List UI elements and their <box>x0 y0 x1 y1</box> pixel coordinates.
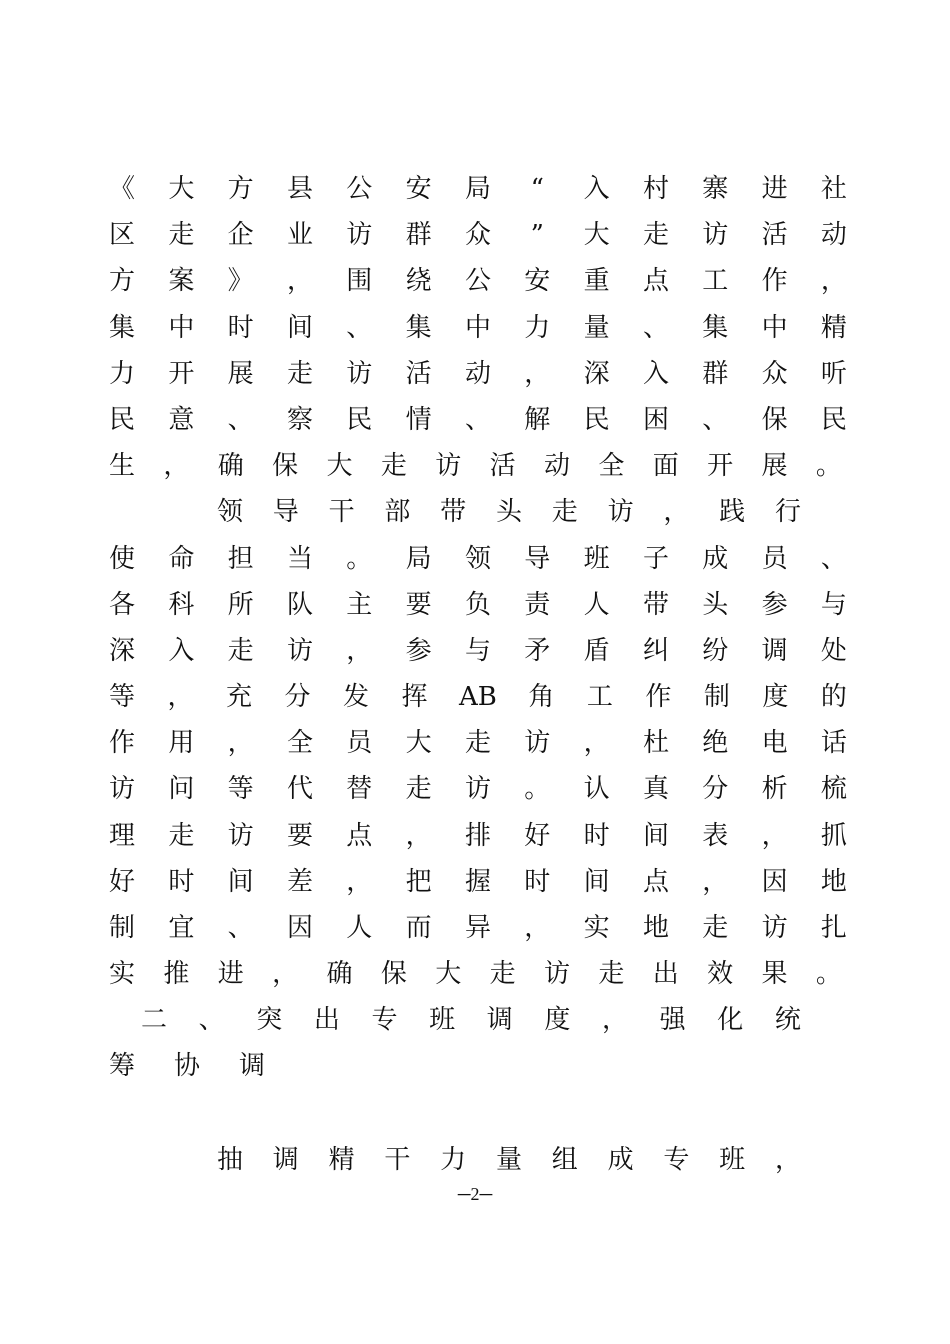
text-glyph: 访 <box>286 636 313 666</box>
text-glyph: 调 <box>486 1005 513 1035</box>
text-line-6 <box>108 397 848 443</box>
text-glyph: 好 <box>108 867 135 897</box>
text-glyph: 听 <box>820 359 847 389</box>
text-glyph: 量 <box>495 1145 522 1175</box>
text-glyph: 出 <box>652 959 679 989</box>
text-glyph: 确 <box>217 451 244 481</box>
section-heading-line-1 <box>140 997 802 1043</box>
text-glyph: 制 <box>703 682 730 712</box>
text-line-15 <box>108 813 848 859</box>
text-glyph: 、 <box>702 405 729 435</box>
text-glyph: 方 <box>227 174 254 204</box>
text-glyph: 走 <box>405 774 432 804</box>
text-glyph: 干 <box>328 497 355 527</box>
text-glyph: 问 <box>168 774 195 804</box>
text-glyph: 活 <box>405 359 432 389</box>
text-glyph: 众 <box>464 220 491 250</box>
text-line-10 <box>108 582 848 628</box>
text-glyph: 精 <box>820 313 847 343</box>
text-glyph: 重 <box>583 266 610 296</box>
text-glyph: 集 <box>702 313 729 343</box>
text-glyph: 表 <box>702 821 729 851</box>
text-glyph: 公 <box>464 266 491 296</box>
text-glyph: 民 <box>820 405 847 435</box>
text-glyph: 意 <box>168 405 195 435</box>
text-glyph: 集 <box>405 313 432 343</box>
text-glyph: 中 <box>464 313 491 343</box>
text-glyph: 众 <box>761 359 788 389</box>
text-glyph: ， <box>663 497 690 527</box>
text-glyph: 访 <box>607 497 634 527</box>
text-glyph: 员 <box>346 728 373 758</box>
text-line-14 <box>108 766 848 812</box>
text-glyph: 班 <box>583 544 610 574</box>
text-glyph: 大 <box>435 959 462 989</box>
text-glyph: ， <box>761 821 788 851</box>
text-glyph: 度 <box>762 682 789 712</box>
text-glyph: 走 <box>598 959 625 989</box>
text-glyph: AB <box>459 682 497 712</box>
text-glyph: ， <box>702 867 729 897</box>
text-glyph: 差 <box>286 867 313 897</box>
text-glyph: 区 <box>108 220 135 250</box>
text-glyph: 访 <box>761 913 788 943</box>
text-glyph: 深 <box>583 359 610 389</box>
text-line-16 <box>108 859 848 905</box>
text-glyph: 突 <box>256 1005 283 1035</box>
text-glyph: 所 <box>227 590 254 620</box>
text-glyph: 调 <box>238 1051 265 1081</box>
text-glyph: 走 <box>227 636 254 666</box>
text-glyph: 因 <box>761 867 788 897</box>
text-glyph: 果 <box>761 959 788 989</box>
text-glyph: 群 <box>405 220 432 250</box>
text-glyph: ， <box>820 266 847 296</box>
text-glyph: 时 <box>168 867 195 897</box>
text-glyph: 行 <box>774 497 801 527</box>
text-glyph: 时 <box>227 313 254 343</box>
text-glyph: 走 <box>380 451 407 481</box>
text-glyph: 访 <box>464 774 491 804</box>
text-glyph: 群 <box>702 359 729 389</box>
text-glyph: 度 <box>544 1005 571 1035</box>
text-glyph: 责 <box>524 590 551 620</box>
text-glyph: 确 <box>326 959 353 989</box>
text-glyph: 间 <box>642 821 669 851</box>
text-glyph: ， <box>583 728 610 758</box>
text-glyph: 间 <box>227 867 254 897</box>
text-glyph: 绕 <box>405 266 432 296</box>
text-glyph: 开 <box>707 451 734 481</box>
text-glyph: 化 <box>717 1005 744 1035</box>
text-glyph: 。 <box>524 774 551 804</box>
text-glyph: 走 <box>702 913 729 943</box>
text-glyph: 与 <box>820 590 847 620</box>
text-glyph: 、 <box>464 405 491 435</box>
text-glyph: 访 <box>346 220 373 250</box>
text-glyph: 集 <box>108 313 135 343</box>
text-glyph: 导 <box>272 497 299 527</box>
text-glyph: 保 <box>272 451 299 481</box>
text-glyph: 负 <box>464 590 491 620</box>
text-glyph: 协 <box>173 1051 200 1081</box>
text-glyph: 民 <box>583 405 610 435</box>
text-glyph: 宜 <box>168 913 195 943</box>
text-glyph: 访 <box>524 728 551 758</box>
text-glyph: 当 <box>286 544 313 574</box>
text-glyph: ， <box>272 959 299 989</box>
text-line-5 <box>108 351 848 397</box>
text-glyph: 方 <box>108 266 135 296</box>
text-glyph: 成 <box>702 544 729 574</box>
text-glyph: 班 <box>429 1005 456 1035</box>
text-glyph: 大 <box>405 728 432 758</box>
text-glyph: 抽 <box>216 1145 243 1175</box>
text-glyph: 分 <box>702 774 729 804</box>
text-glyph: 导 <box>524 544 551 574</box>
text-glyph: 话 <box>820 728 847 758</box>
text-glyph: 各 <box>108 590 135 620</box>
text-glyph: 访 <box>702 220 729 250</box>
text-glyph: 民 <box>108 405 135 435</box>
text-glyph: 因 <box>286 913 313 943</box>
text-glyph: 效 <box>707 959 734 989</box>
text-glyph: 情 <box>405 405 432 435</box>
text-glyph: 间 <box>286 313 313 343</box>
text-glyph: 公 <box>346 174 373 204</box>
text-glyph: 理 <box>108 821 135 851</box>
text-glyph: 用 <box>168 728 195 758</box>
text-glyph: 梳 <box>820 774 847 804</box>
text-glyph: 扎 <box>820 913 847 943</box>
text-line-11 <box>108 628 848 674</box>
text-glyph: 安 <box>524 266 551 296</box>
text-glyph: 出 <box>313 1005 340 1035</box>
text-glyph: 地 <box>642 913 669 943</box>
text-glyph: 进 <box>217 959 244 989</box>
text-glyph: 担 <box>227 544 254 574</box>
text-glyph: 调 <box>761 636 788 666</box>
text-glyph: 替 <box>346 774 373 804</box>
text-glyph: 察 <box>286 405 313 435</box>
text-glyph: 代 <box>286 774 313 804</box>
text-glyph: 走 <box>551 497 578 527</box>
text-glyph: 走 <box>464 728 491 758</box>
text-glyph: ， <box>286 266 313 296</box>
text-glyph: 命 <box>168 544 195 574</box>
text-glyph: 主 <box>346 590 373 620</box>
text-line-4 <box>108 305 848 351</box>
text-glyph: 村 <box>642 174 669 204</box>
text-glyph: 活 <box>489 451 516 481</box>
text-glyph: 全 <box>598 451 625 481</box>
text-glyph: 的 <box>820 682 847 712</box>
text-glyph: 点 <box>346 821 373 851</box>
text-glyph: 析 <box>761 774 788 804</box>
text-glyph: 安 <box>405 174 432 204</box>
section-heading-line-2 <box>108 1043 266 1089</box>
text-glyph: 》 <box>227 266 254 296</box>
text-glyph: 调 <box>272 1145 299 1175</box>
text-glyph: 走 <box>642 220 669 250</box>
text-glyph: 使 <box>108 544 135 574</box>
text-line-3 <box>108 258 848 304</box>
text-glyph: 局 <box>405 544 432 574</box>
text-line-21 <box>216 1137 802 1183</box>
text-glyph: 全 <box>286 728 313 758</box>
text-glyph: 推 <box>163 959 190 989</box>
text-glyph: 解 <box>524 405 551 435</box>
text-glyph: 队 <box>286 590 313 620</box>
text-glyph: 好 <box>524 821 551 851</box>
text-glyph: 中 <box>168 313 195 343</box>
text-glyph: 面 <box>652 451 679 481</box>
text-glyph: 人 <box>583 590 610 620</box>
text-glyph: 大 <box>583 220 610 250</box>
text-glyph: 作 <box>761 266 788 296</box>
text-glyph: 。 <box>346 544 373 574</box>
text-glyph: 局 <box>464 174 491 204</box>
text-glyph: 、 <box>198 1005 225 1035</box>
text-glyph: 异 <box>464 913 491 943</box>
text-glyph: “ <box>530 174 544 204</box>
text-glyph: 访 <box>108 774 135 804</box>
text-glyph: 强 <box>659 1005 686 1035</box>
text-glyph: ， <box>405 821 432 851</box>
text-glyph: 中 <box>761 313 788 343</box>
text-glyph: 充 <box>225 682 252 712</box>
text-glyph: ， <box>524 913 551 943</box>
text-glyph: 等 <box>227 774 254 804</box>
text-line-13 <box>108 720 848 766</box>
text-glyph: 案 <box>168 266 195 296</box>
text-glyph: 头 <box>702 590 729 620</box>
text-glyph: 困 <box>642 405 669 435</box>
text-glyph: 要 <box>405 590 432 620</box>
text-glyph: 杜 <box>642 728 669 758</box>
text-glyph: 时 <box>524 867 551 897</box>
text-glyph: 保 <box>380 959 407 989</box>
text-glyph: 制 <box>108 913 135 943</box>
text-line-17 <box>108 905 848 951</box>
text-glyph: 头 <box>495 497 522 527</box>
text-glyph: 入 <box>583 174 610 204</box>
text-glyph: 力 <box>108 359 135 389</box>
text-glyph: 要 <box>286 821 313 851</box>
text-glyph: 量 <box>583 313 610 343</box>
text-glyph: 动 <box>820 220 847 250</box>
text-glyph: 精 <box>328 1145 355 1175</box>
text-glyph: 纠 <box>642 636 669 666</box>
text-glyph: ， <box>346 636 373 666</box>
text-glyph: 工 <box>586 682 613 712</box>
text-line-2 <box>108 212 848 258</box>
text-glyph: ， <box>227 728 254 758</box>
text-glyph: 盾 <box>583 636 610 666</box>
text-glyph: 围 <box>346 266 373 296</box>
text-line-1 <box>108 166 848 212</box>
text-glyph: 、 <box>642 313 669 343</box>
text-glyph: 领 <box>216 497 243 527</box>
text-glyph: 作 <box>108 728 135 758</box>
text-glyph: 工 <box>702 266 729 296</box>
text-glyph: 寨 <box>702 174 729 204</box>
text-glyph: 组 <box>551 1145 578 1175</box>
text-glyph: 发 <box>342 682 369 712</box>
text-glyph: 入 <box>168 636 195 666</box>
text-glyph: 电 <box>761 728 788 758</box>
text-glyph: 时 <box>583 821 610 851</box>
text-glyph: 走 <box>286 359 313 389</box>
text-glyph: 排 <box>464 821 491 851</box>
text-glyph: 作 <box>645 682 672 712</box>
text-glyph: 等 <box>108 682 135 712</box>
text-glyph: 生 <box>108 451 135 481</box>
text-glyph: ， <box>163 451 190 481</box>
text-glyph: 实 <box>108 959 135 989</box>
text-glyph: 大 <box>168 174 195 204</box>
text-glyph: 处 <box>820 636 847 666</box>
text-glyph: 访 <box>435 451 462 481</box>
text-glyph: ， <box>524 359 551 389</box>
text-glyph: ， <box>167 682 194 712</box>
text-glyph: 纷 <box>702 636 729 666</box>
text-glyph: 走 <box>168 821 195 851</box>
text-glyph: 把 <box>405 867 432 897</box>
text-glyph: 践 <box>719 497 746 527</box>
text-glyph: 民 <box>346 405 373 435</box>
text-glyph: 《 <box>108 174 135 204</box>
text-glyph: 挥 <box>401 682 428 712</box>
text-glyph: 科 <box>168 590 195 620</box>
text-glyph: 、 <box>820 544 847 574</box>
text-glyph: 深 <box>108 636 135 666</box>
text-glyph: 动 <box>543 451 570 481</box>
text-glyph: 握 <box>464 867 491 897</box>
text-line-12 <box>108 674 848 720</box>
text-glyph: ” <box>530 220 544 250</box>
text-glyph: 带 <box>642 590 669 620</box>
text-glyph: 力 <box>524 313 551 343</box>
text-glyph: 干 <box>384 1145 411 1175</box>
text-glyph: 、 <box>227 405 254 435</box>
text-glyph: 、 <box>346 313 373 343</box>
text-glyph: 力 <box>440 1145 467 1175</box>
text-glyph: 访 <box>543 959 570 989</box>
text-glyph: 活 <box>761 220 788 250</box>
text-glyph: 领 <box>464 544 491 574</box>
text-glyph: 专 <box>663 1145 690 1175</box>
text-glyph: 展 <box>761 451 788 481</box>
text-glyph: 访 <box>346 359 373 389</box>
text-glyph: 矛 <box>524 636 551 666</box>
text-glyph: 角 <box>528 682 555 712</box>
text-glyph: 企 <box>227 220 254 250</box>
text-glyph: 动 <box>464 359 491 389</box>
text-glyph: 统 <box>774 1005 801 1035</box>
text-glyph: 子 <box>642 544 669 574</box>
text-glyph: 绝 <box>702 728 729 758</box>
text-glyph: 。 <box>815 959 842 989</box>
text-glyph: 大 <box>326 451 353 481</box>
text-glyph: 专 <box>371 1005 398 1035</box>
text-glyph: 抓 <box>820 821 847 851</box>
text-glyph: 带 <box>440 497 467 527</box>
text-glyph: 入 <box>642 359 669 389</box>
text-glyph: 分 <box>284 682 311 712</box>
text-glyph: 员 <box>761 544 788 574</box>
text-glyph: 筹 <box>108 1051 135 1081</box>
text-glyph: 点 <box>642 266 669 296</box>
text-glyph: 县 <box>286 174 313 204</box>
text-glyph: 二 <box>140 1005 167 1035</box>
text-glyph: 访 <box>227 821 254 851</box>
text-glyph: 间 <box>583 867 610 897</box>
text-line-8 <box>216 489 802 535</box>
text-glyph: 展 <box>227 359 254 389</box>
text-glyph: ， <box>346 867 373 897</box>
text-glyph: 班 <box>719 1145 746 1175</box>
text-glyph: 业 <box>286 220 313 250</box>
text-glyph: 点 <box>642 867 669 897</box>
text-glyph: 参 <box>761 590 788 620</box>
text-glyph: 而 <box>405 913 432 943</box>
page-number: ─2─ <box>457 1184 493 1204</box>
text-glyph: 走 <box>489 959 516 989</box>
text-glyph: 、 <box>227 913 254 943</box>
text-glyph: ， <box>774 1145 801 1175</box>
text-glyph: 人 <box>346 913 373 943</box>
text-glyph: 社 <box>820 174 847 204</box>
text-glyph: 成 <box>607 1145 634 1175</box>
text-line-18 <box>108 951 843 997</box>
text-glyph: 参 <box>405 636 432 666</box>
text-glyph: 部 <box>384 497 411 527</box>
text-line-9 <box>108 536 848 582</box>
text-glyph: ， <box>601 1005 628 1035</box>
text-glyph: 地 <box>820 867 847 897</box>
text-glyph: 认 <box>583 774 610 804</box>
text-glyph: 与 <box>464 636 491 666</box>
text-glyph: 保 <box>761 405 788 435</box>
text-glyph: 开 <box>168 359 195 389</box>
text-line-7 <box>108 443 843 489</box>
text-glyph: 走 <box>168 220 195 250</box>
text-glyph: 实 <box>583 913 610 943</box>
text-glyph: 。 <box>815 451 842 481</box>
text-glyph: 进 <box>761 174 788 204</box>
text-glyph: 真 <box>642 774 669 804</box>
